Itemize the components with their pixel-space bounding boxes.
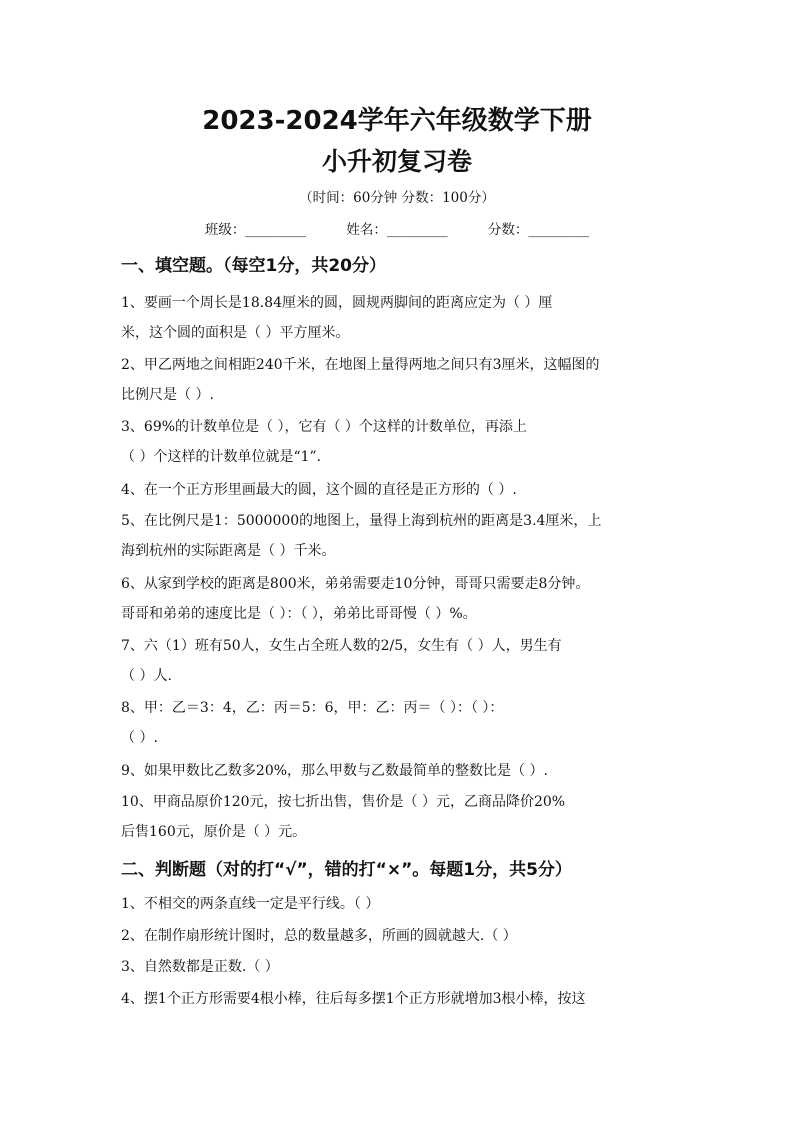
question-line: 4、在一个正方形里画最大的圆，这个圆的直径是正方形的（ ）. bbox=[121, 482, 517, 498]
question-line: 哥哥和弟弟的速度比是（ ）：（ ），弟弟比哥哥慢（ ）%。 bbox=[121, 606, 477, 622]
student-info-fields bbox=[0, 218, 794, 238]
section-heading-fill-blank: 一、填空题。（每空1分，共20分） bbox=[121, 256, 386, 276]
question-line: 5、在比例尺是1：5000000的地图上，量得上海到杭州的距离是3.4厘米，上 bbox=[121, 513, 602, 529]
question-line: 1、不相交的两条直线一定是平行线。（ ） bbox=[121, 896, 380, 912]
exam-subtitle: 小升初复习卷 bbox=[321, 147, 472, 176]
question-line: 8、甲：乙＝3：4，乙：丙＝5：6，甲：乙：丙＝（ ）：（ ）： bbox=[121, 700, 504, 716]
score-field: 分数：_________ bbox=[487, 222, 590, 238]
exam-title: 2023-2024学年六年级数学下册 bbox=[202, 106, 592, 136]
class-field: 班级：_________ bbox=[204, 222, 307, 238]
question-line: 米，这个圆的面积是（ ）平方厘米。 bbox=[121, 325, 350, 341]
question-line: 3、自然数都是正数.（ ） bbox=[121, 959, 279, 975]
question-line: （ ）. bbox=[121, 730, 158, 746]
question-line: 海到杭州的实际距离是（ ）千米。 bbox=[121, 543, 336, 559]
question-line: 6、从家到学校的距离是800米，弟弟需要走10分钟，哥哥只需要走8分钟。 bbox=[121, 576, 590, 592]
question-line: 4、摆1个正方形需要4根小棒，往后每多摆1个正方形就增加3根小棒，按这 bbox=[121, 991, 586, 1007]
question-line: 后售160元，原价是（ ）元。 bbox=[121, 824, 307, 840]
question-line: 比例尺是（ ）. bbox=[121, 387, 214, 403]
question-line: 2、在制作扇形统计图时，总的数量越多，所画的圆就越大.（ ） bbox=[121, 928, 517, 944]
question-line: 1、要画一个周长是18.84厘米的圆，圆规两脚间的距离应定为（ ）厘 bbox=[121, 295, 553, 311]
section-heading-true-false: 二、判断题（对的打“√”，错的打“×”。每题1分，共5分） bbox=[121, 860, 572, 880]
question-line: （ ）人. bbox=[121, 668, 172, 684]
question-line: 3、69%的计数单位是（ ），它有（ ）个这样的计数单位，再添上 bbox=[121, 419, 527, 435]
question-line: 7、六（1）班有50人，女生占全班人数的2/5，女生有（ ）人，男生有 bbox=[121, 638, 562, 654]
question-line: 10、甲商品原价120元，按七折出售，售价是（ ）元，乙商品降价20% bbox=[121, 794, 566, 810]
question-line: 2、甲乙两地之间相距240千米，在地图上量得两地之间只有3厘米，这幅图的 bbox=[121, 357, 600, 373]
time-score-info: （时间：60分钟 分数：100分） bbox=[299, 190, 495, 206]
name-field: 姓名：_________ bbox=[346, 222, 448, 238]
question-line: 9、如果甲数比乙数多20%，那么甲数与乙数最简单的整数比是（ ）. bbox=[121, 763, 548, 779]
question-line: （ ）个这样的计数单位就是“1”. bbox=[121, 449, 322, 465]
